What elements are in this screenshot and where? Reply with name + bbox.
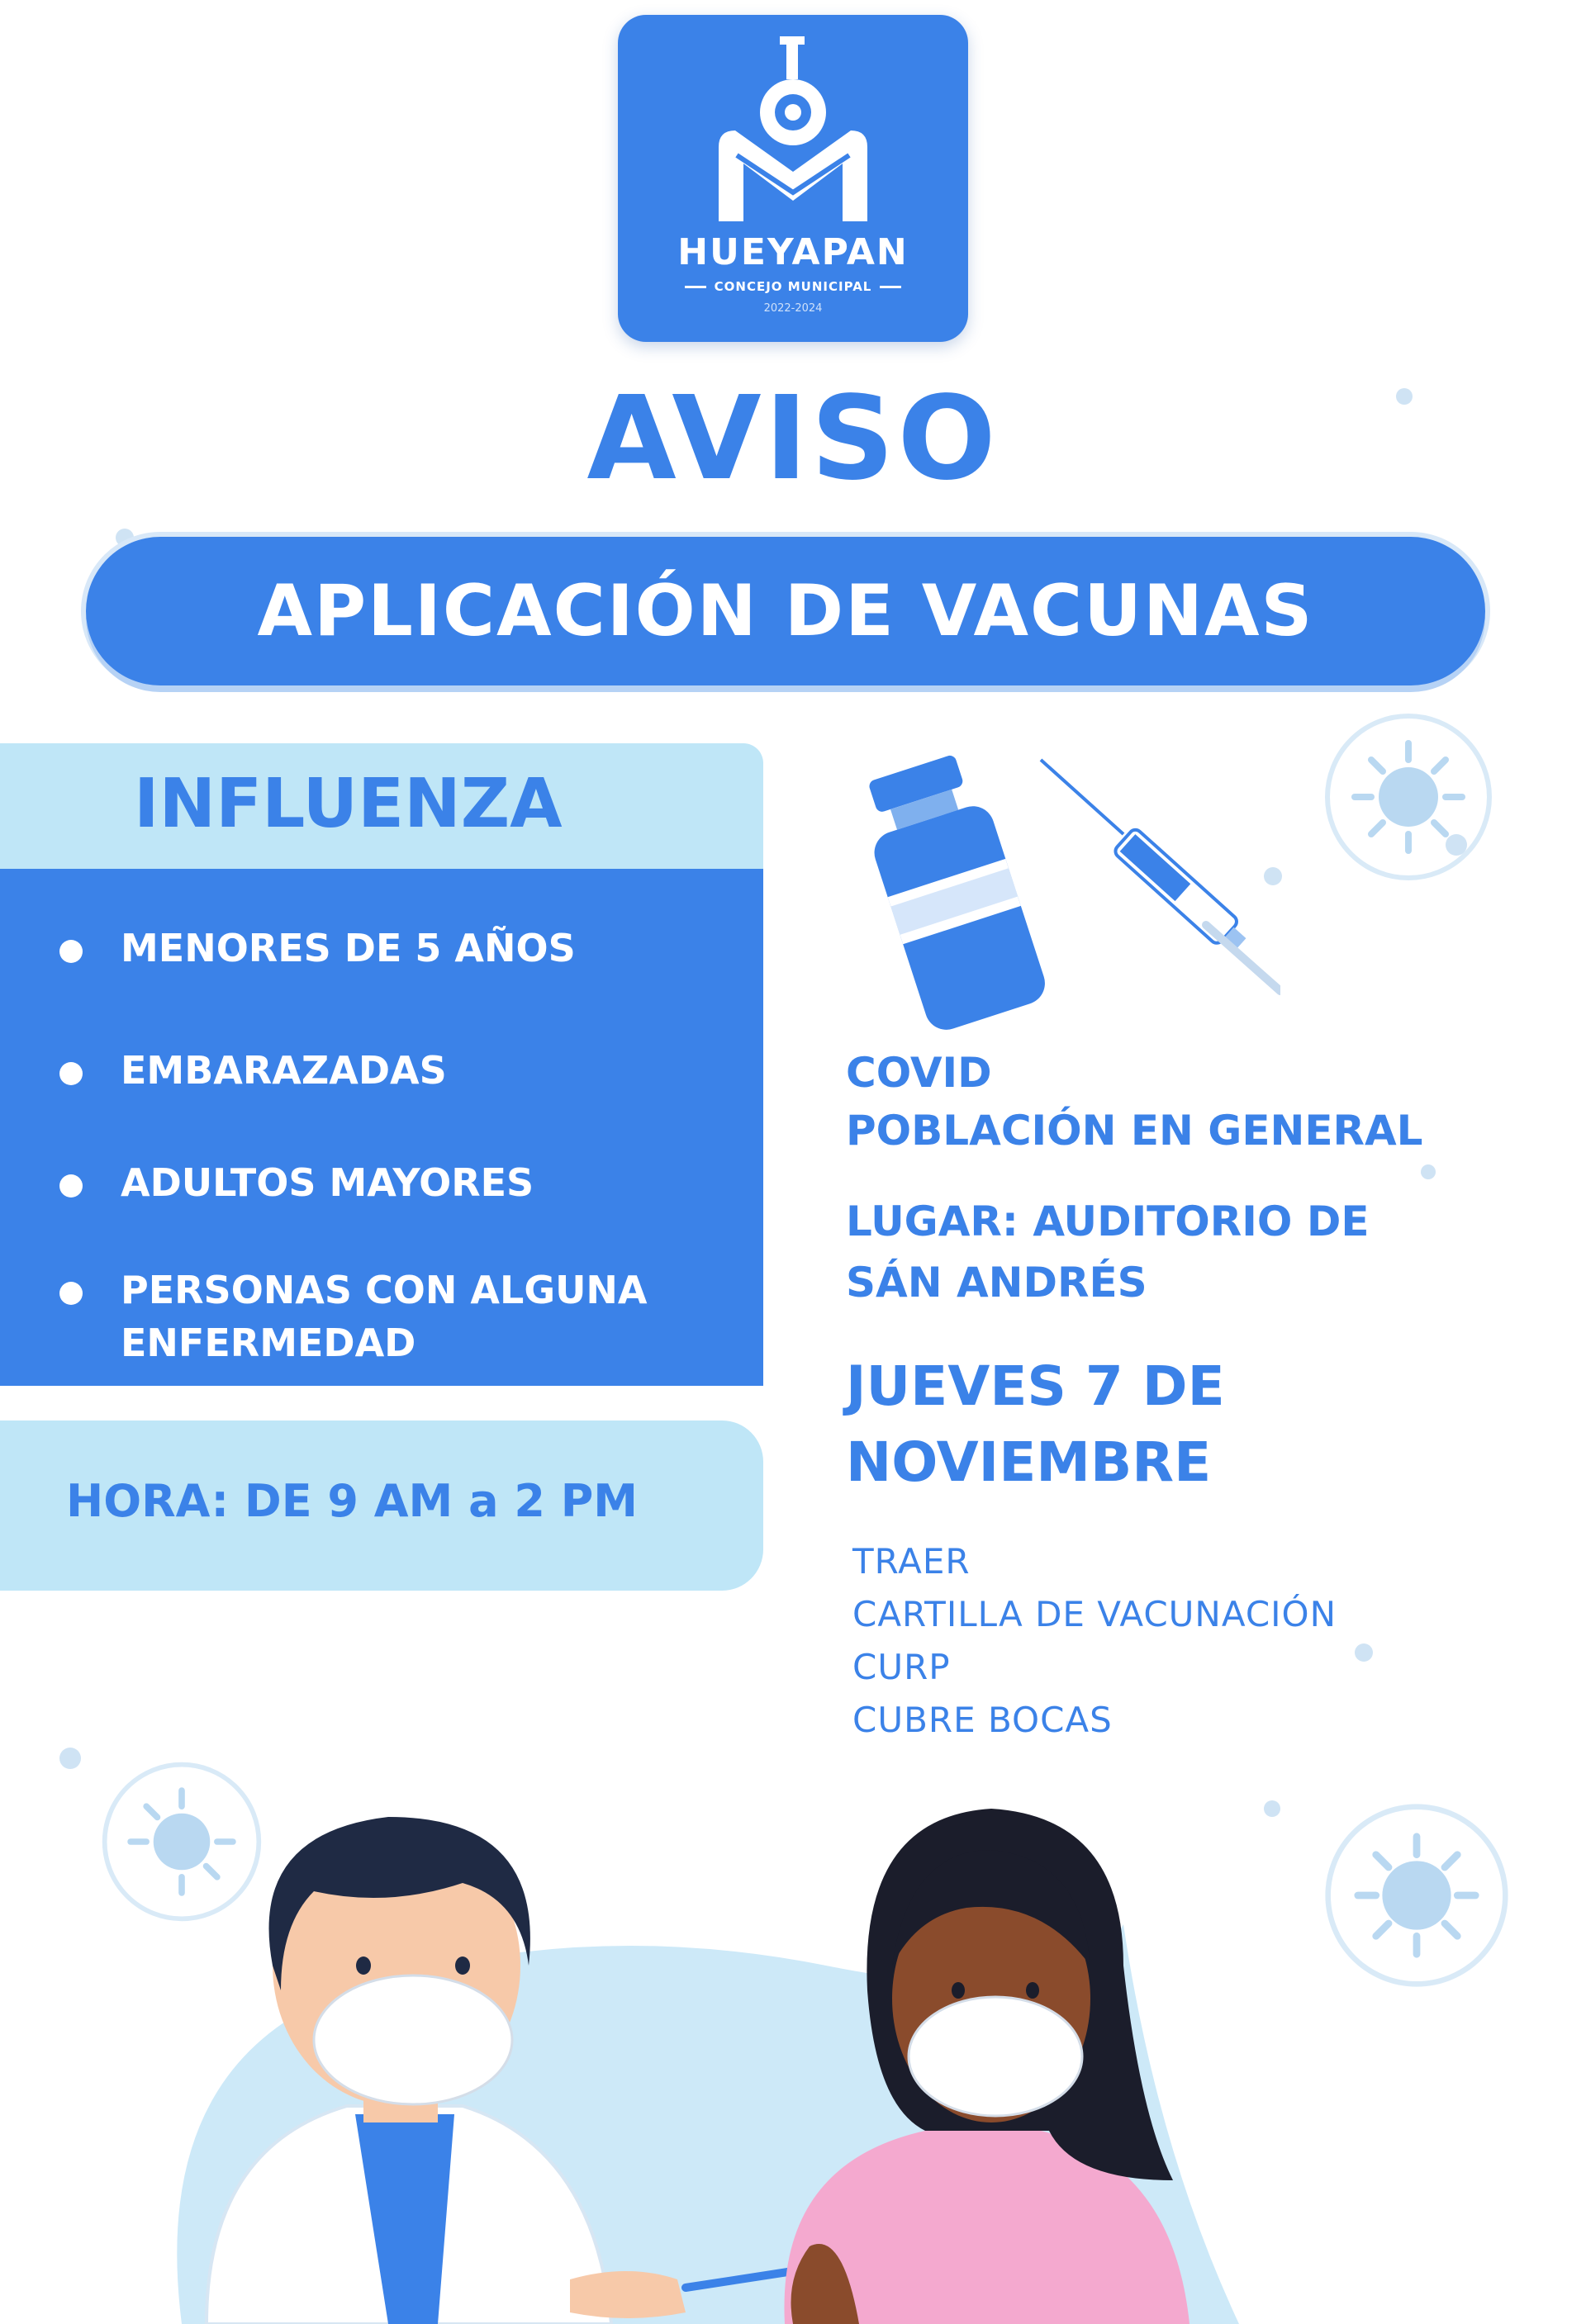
covid-title: COVID (846, 1049, 992, 1097)
bullet-icon (59, 940, 83, 963)
logo-subtitle (618, 279, 968, 294)
influenza-title: INFLUENZA (134, 765, 563, 843)
bullet-icon (59, 1282, 83, 1305)
bring-item: CURP (852, 1647, 951, 1687)
virus-icon (1322, 710, 1495, 884)
date-line-1: JUEVES 7 DE (846, 1354, 1225, 1418)
bring-heading: TRAER (852, 1541, 971, 1582)
syringe-icon (1041, 760, 1280, 991)
schedule-text: HORA: DE 9 AM a 2 PM (66, 1475, 639, 1527)
vaccine-vial-icon (851, 743, 1280, 1041)
banner-text: APLICACIÓN DE VACUNAS (257, 570, 1314, 652)
covid-audience: POBLACIÓN EN GENERAL (846, 1107, 1423, 1155)
influenza-list (0, 869, 763, 1386)
list-item: MENORES DE 5 AÑOS (59, 922, 765, 975)
bring-item: CARTILLA DE VACUNACIÓN (852, 1594, 1337, 1634)
list-item: PERSONAS CON ALGUNA ENFERMEDAD (59, 1264, 715, 1369)
logo-subtitle-text: CONCEJO MUNICIPAL (714, 279, 872, 294)
schedule-box (0, 1420, 763, 1591)
bring-item: CUBRE BOCAS (852, 1700, 1113, 1740)
municipal-logo (618, 15, 968, 342)
hueyapan-emblem-icon (694, 31, 892, 230)
logo-name: HUEYAPAN (677, 231, 909, 273)
location-line-2: SÁN ANDRÉS (846, 1259, 1147, 1307)
decor-dot (1355, 1643, 1373, 1662)
decor-dot (1421, 1164, 1436, 1179)
page-title: AVISO (586, 372, 1000, 506)
location-line-1: LUGAR: AUDITORIO DE (846, 1198, 1370, 1245)
logo-years: 2022-2024 (763, 302, 823, 315)
vaccination-banner (86, 537, 1485, 685)
vaccination-illustration (0, 1718, 1586, 2324)
bullet-icon (59, 1174, 83, 1198)
bullet-icon (59, 1062, 83, 1085)
date-line-2: NOVIEMBRE (846, 1430, 1212, 1494)
list-item: EMBARAZADAS (59, 1044, 765, 1097)
influenza-header (0, 743, 763, 869)
list-item: ADULTOS MAYORES (59, 1156, 765, 1209)
